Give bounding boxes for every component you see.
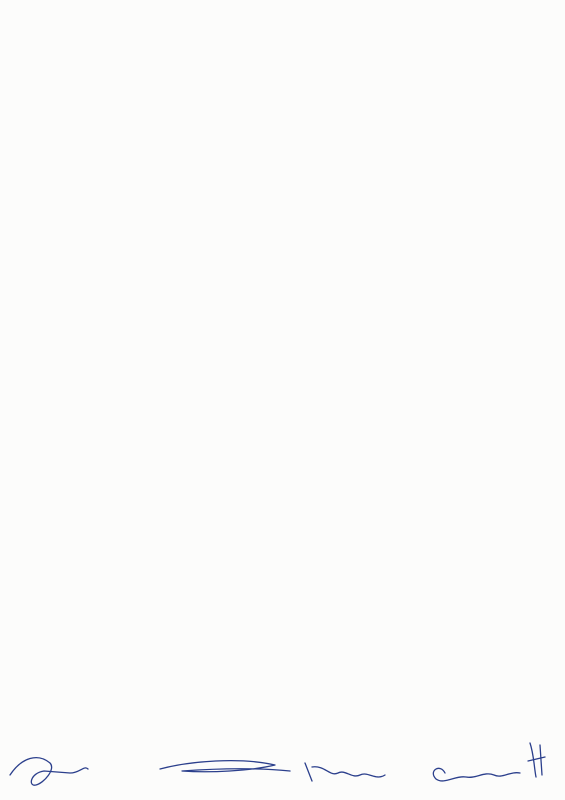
signature-5	[528, 743, 545, 777]
signature-3	[305, 763, 385, 781]
signature-1	[10, 758, 88, 786]
signature-4	[433, 768, 520, 781]
signature-2	[160, 761, 290, 772]
signatures	[0, 735, 565, 800]
